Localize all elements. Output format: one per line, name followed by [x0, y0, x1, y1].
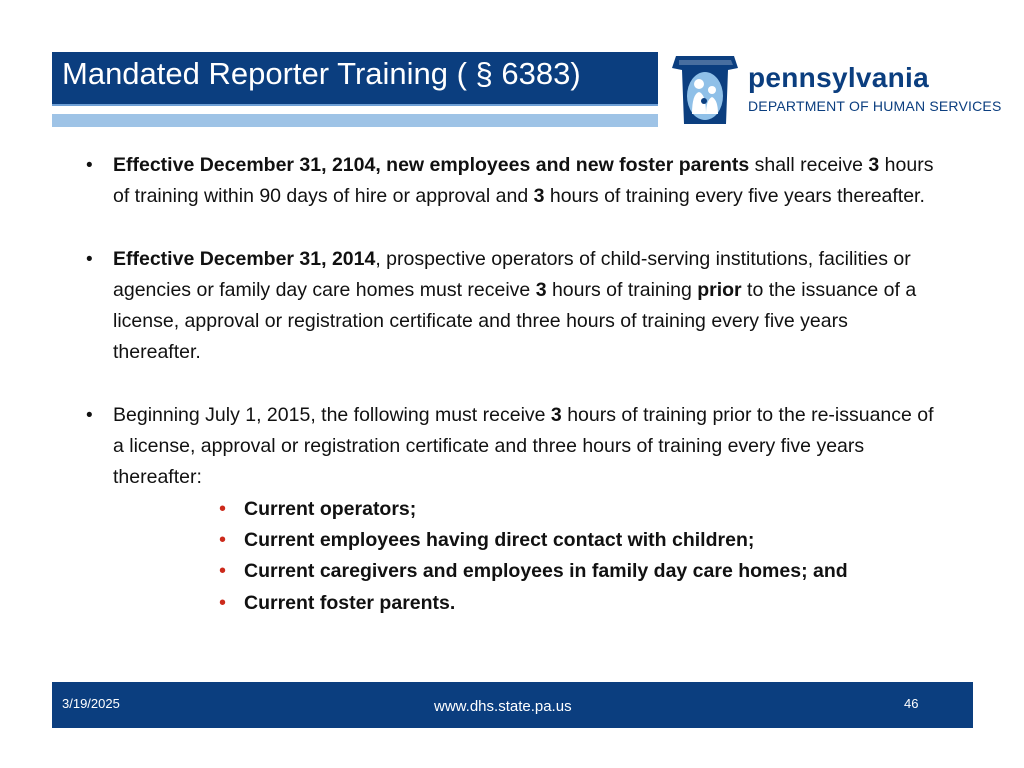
bullet-text: hours of training within 90 days of hire or approval and [113, 154, 934, 208]
bullet-text: hours of training prior to the re-issuance of a license, approval or registration certificate and three hours of training every five years thereafter: [113, 403, 934, 489]
sub-bullet-item: • Current foster parents. [215, 588, 934, 619]
logo-department: DEPARTMENT OF HUMAN SERVICES [748, 98, 1002, 114]
bullet-text: hours of training every five years thereafter. [544, 185, 925, 208]
footer-url[interactable]: www.dhs.state.pa.us [434, 698, 572, 715]
bullet-bold-text: prior [697, 278, 742, 301]
dhs-logo [668, 52, 1008, 128]
bullet-bold-number: 3 [868, 154, 880, 176]
bullet-bold-number: 3 [535, 278, 547, 301]
bullet-bold-number: 3 [533, 185, 545, 208]
bullet-item [84, 244, 934, 369]
logo-wordmark: pennsylvania [748, 62, 930, 93]
sub-bullet-list [113, 494, 934, 619]
sub-bullet-item: • Current operators; [215, 494, 934, 525]
slide-body [84, 150, 934, 650]
sub-bullet-item: • Current employees having direct contact with children; [215, 525, 934, 556]
bullet-item [84, 150, 934, 213]
title-underline [52, 104, 658, 106]
sub-bullet-item: • Current caregivers and employees in family day care homes; and [215, 556, 934, 587]
page-number: 46 [904, 696, 919, 711]
footer-bar [52, 682, 973, 728]
bullet-bold-text: Effective December 31, 2104, new employees and new foster parents [113, 154, 750, 176]
bullet-bold-number: 3 [550, 403, 562, 426]
keystone-family-icon [668, 52, 742, 128]
bullet-text: , prospective operators of child-serving institutions, facilities or agencies or family day care homes must receive [113, 247, 911, 301]
bullet-bold-text: Effective December 31, 2014 [113, 247, 376, 270]
title-bar [52, 52, 658, 104]
bullet-item [84, 400, 934, 619]
bullet-text: shall receive [749, 154, 869, 176]
bullet-text: Beginning July 1, 2015, the following must receive [113, 403, 551, 426]
bullet-text: to the issuance of a license, approval or registration certificate and three hours of training every five years thereafter. [113, 278, 917, 364]
title-accent-stripe [52, 114, 658, 127]
footer-date: 3/19/2025 [62, 696, 120, 711]
slide-title: Mandated Reporter Training ( § 6383) [62, 56, 581, 91]
bullet-text: hours of training [546, 278, 698, 301]
